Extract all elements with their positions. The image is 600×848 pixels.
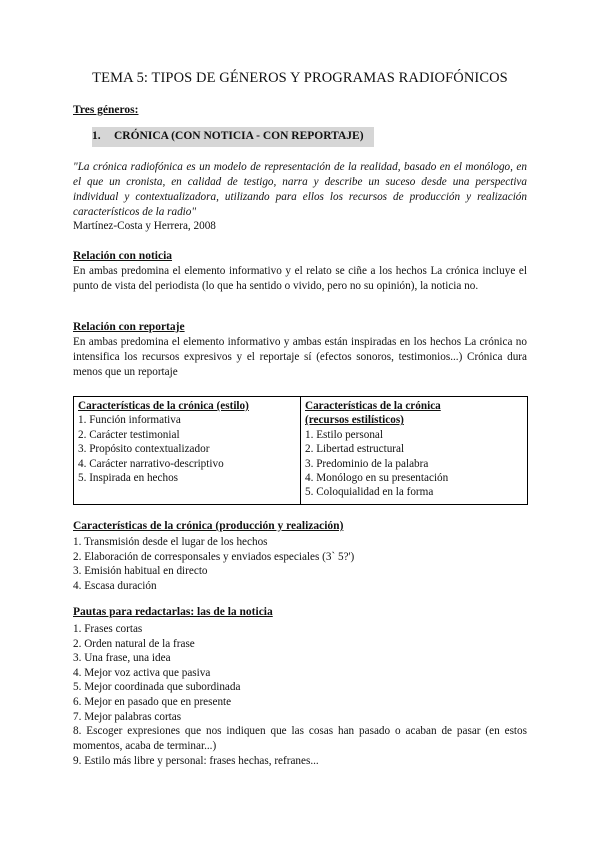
list-item: 1. Estilo personal (305, 428, 383, 441)
noticia-block (73, 264, 527, 294)
produccion-list (73, 535, 527, 593)
list-item: 9. Estilo más libre y personal: frases hechas, refranes... (73, 755, 319, 768)
pautas-list (73, 622, 527, 769)
characteristics-table (73, 396, 528, 505)
intro-heading: Tres géneros: (73, 104, 139, 116)
reportaje-text: En ambas predomina el elemento informativo y ambas están inspiradas en los hechos La crónica no intensifica los recursos expresivos y el reportaje sí (efectos sonoros, testimonios...) Crónica dura menos que un reportaje (73, 336, 527, 378)
list-item: 3. Propósito contextualizador (78, 443, 210, 456)
list-item: 5. Mejor coordinada que subordinada (73, 681, 241, 694)
reportaje-block (73, 335, 527, 380)
list-item: 5. Coloquialidad en la forma (305, 486, 434, 499)
section-number: 1. (92, 130, 101, 142)
list-item: 8. Escoger expresiones que nos indiquen que las cosas han pasado o acaban de pasar (en estos momentos, acaba de terminar...) (73, 725, 527, 753)
table-col2-subheading: (recursos estilísticos) (305, 414, 404, 427)
list-item: 2. Libertad estructural (305, 443, 405, 456)
page-title: TEMA 5: TIPOS DE GÉNEROS Y PROGRAMAS RADIOFÓNICOS (92, 70, 508, 86)
list-item: 2. Carácter testimonial (78, 428, 180, 441)
section-label: CRÓNICA (CON NOTICIA - CON REPORTAJE) (114, 130, 364, 142)
noticia-heading: Relación con noticia (73, 250, 173, 262)
list-item: 1. Transmisión desde el lugar de los hechos (73, 536, 268, 548)
list-item: 1. Función informativa (78, 414, 181, 427)
quote-text: "La crónica radiofónica es un modelo de representación de la realidad, basado en el monólogo, en el que un cronista, en calidad de testigo, narra y describe un suceso desde una perspectiva individual y contextualizadora, utilizando para ellos los recursos de producción y realización característicos de la radio" (73, 161, 527, 218)
table-column-resources (301, 397, 528, 505)
list-item: 4. Carácter narrativo-descriptivo (78, 457, 224, 470)
list-item: 3. Predominio de la palabra (305, 457, 429, 470)
section-heading (92, 130, 364, 142)
list-item: 2. Elaboración de corresponsales y enviados especiales (3` 5?') (73, 550, 355, 563)
table-col1-heading: Características de la crónica (estilo) (78, 400, 249, 412)
noticia-text: En ambas predomina el elemento informativo y el relato se ciñe a los hechos La crónica incluye el punto de vista del periodista (lo que ha sentido o vivido, pero no su opinión), la noticia no. (73, 265, 527, 292)
table-column-style (74, 397, 301, 505)
table-col2-heading: Características de la crónica (305, 400, 441, 412)
quote-source: Martínez-Costa y Herrera, 2008 (73, 220, 216, 232)
quote-block (73, 160, 527, 220)
list-item: 3. Una frase, una idea (73, 652, 171, 665)
list-item: 4. Mejor voz activa que pasiva (73, 666, 211, 679)
list-item: 4. Escasa duración (73, 579, 157, 592)
list-item: 7. Mejor palabras cortas (73, 710, 182, 723)
list-item: 3. Emisión habitual en directo (73, 565, 208, 578)
list-item: 2. Orden natural de la frase (73, 637, 195, 650)
reportaje-heading: Relación con reportaje (73, 321, 185, 333)
list-item: 4. Monólogo en su presentación (305, 472, 449, 485)
list-item: 6. Mejor en pasado que en presente (73, 695, 232, 708)
list-item: 5. Inspirada en hechos (78, 472, 179, 485)
produccion-heading: Características de la crónica (producción y realización) (73, 520, 344, 532)
list-item: 1. Frases cortas (73, 623, 143, 635)
pautas-heading: Pautas para redactarlas: las de la noticia (73, 606, 273, 618)
